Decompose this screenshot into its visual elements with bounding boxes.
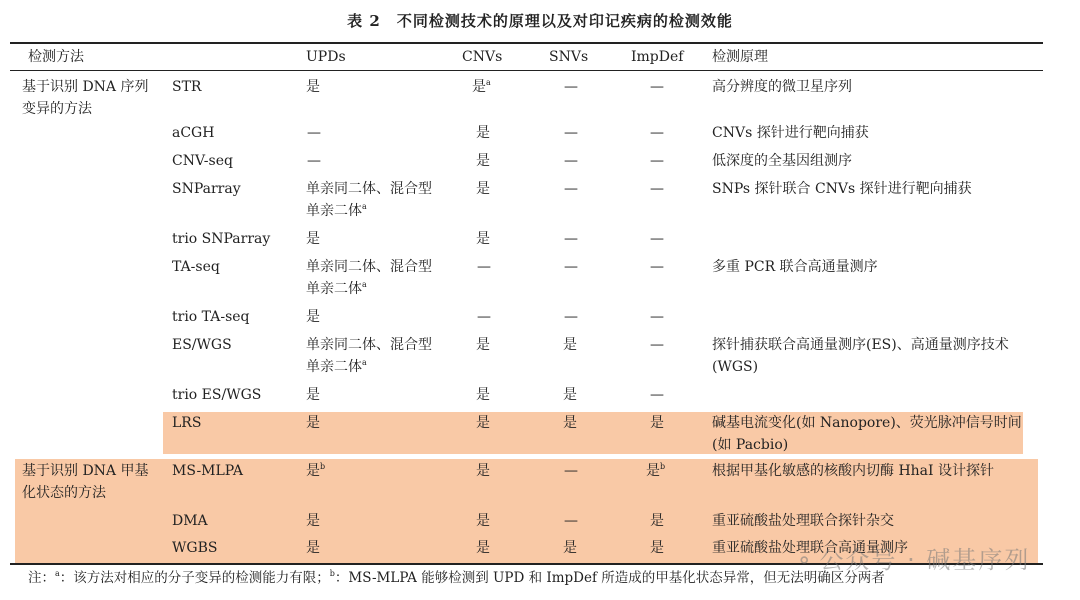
method-name: CNV-seq	[172, 153, 233, 169]
cnv-value: 是	[476, 181, 490, 197]
upd-value: 是	[306, 387, 320, 403]
method-name: WGBS	[172, 540, 218, 556]
cnv-value: 是	[476, 231, 490, 247]
upd-value: 单亲同二体、混合型单亲二体$^a$	[306, 181, 432, 219]
impdef-value: 是	[650, 415, 664, 431]
footnote-marker-a: a	[362, 358, 367, 367]
footnote-marker-a: a	[362, 280, 367, 289]
impdef-value: —	[650, 337, 664, 353]
principle-text: 重亚硫酸盐处理联合探针杂交	[712, 513, 894, 529]
footnote-marker-b: b	[660, 462, 666, 471]
principle-text: 低深度的全基因组测序	[712, 153, 852, 169]
method-name: STR	[172, 79, 202, 95]
method-name: aCGH	[172, 125, 215, 141]
impdef-value: —	[650, 79, 664, 95]
table-caption	[0, 10, 1080, 31]
snv-value: —	[564, 463, 578, 479]
principle-text: 多重 PCR 联合高通量测序	[712, 259, 878, 275]
principle-text: 探针捕获联合高通量测序(ES)、高通量测序技术(WGS)	[712, 337, 1009, 375]
method-name: SNParray	[172, 181, 241, 197]
top-rule	[10, 42, 1043, 44]
upd-value: 单亲同二体、混合型单亲二体$^a$	[306, 259, 432, 297]
snv-value: —	[564, 125, 578, 141]
header-upds: UPDs	[306, 49, 346, 65]
cnv-value: —	[477, 259, 491, 275]
principle-text: 高分辨度的微卫星序列	[712, 79, 852, 95]
cnv-value: 是	[476, 153, 490, 169]
upd-value: 是$^b$	[306, 462, 326, 479]
upd-value: 单亲同二体、混合型单亲二体$^a$	[306, 337, 432, 375]
method-name: TA-seq	[172, 259, 220, 275]
impdef-value: 是$^b$	[646, 462, 666, 479]
snv-value: —	[564, 181, 578, 197]
upd-value: 是	[306, 231, 320, 247]
method-name: trio SNParray	[172, 231, 271, 247]
header-cnvs: CNVs	[462, 49, 503, 65]
impdef-value: —	[650, 153, 664, 169]
principle-text: 碱基电流变化(如 Nanopore)、荧光脉冲信号时间(如 Pacbio)	[712, 415, 1022, 453]
cnv-value: 是	[476, 540, 490, 556]
footnote-marker-a: a	[486, 78, 491, 87]
table-title: 不同检测技术的原理以及对印记疾病的检测效能	[396, 12, 733, 30]
group-label-methylation: 基于识别 DNA 甲基化状态的方法	[22, 463, 149, 501]
footnote-marker-a: a	[362, 202, 367, 211]
upd-value: 是	[306, 79, 320, 95]
principle-text: SNPs 探针联合 CNVs 探针进行靶向捕获	[712, 181, 972, 197]
snv-value: 是	[563, 415, 577, 431]
cnv-value: 是	[476, 513, 490, 529]
footnote-marker-b: b	[320, 462, 326, 471]
snv-value: —	[564, 153, 578, 169]
method-name: ES/WGS	[172, 337, 232, 353]
impdef-value: 是	[650, 540, 664, 556]
method-name: LRS	[172, 415, 202, 431]
impdef-value: —	[650, 387, 664, 403]
method-name: DMA	[172, 513, 208, 529]
impdef-value: —	[650, 231, 664, 247]
header-impdef: ImpDef	[631, 49, 684, 65]
upd-value: —	[307, 125, 321, 141]
cnv-value: 是	[476, 125, 490, 141]
cnv-value: —	[477, 309, 491, 325]
cnv-value: 是$^a$	[472, 78, 491, 95]
cnv-value: 是	[476, 337, 490, 353]
upd-value: 是	[306, 309, 320, 325]
method-name: trio ES/WGS	[172, 387, 262, 403]
impdef-value: —	[650, 309, 664, 325]
upd-value: 是	[306, 513, 320, 529]
snv-value: —	[564, 309, 578, 325]
cnv-value: 是	[476, 463, 490, 479]
upd-value: 是	[306, 415, 320, 431]
impdef-value: 是	[650, 513, 664, 529]
snv-value: 是	[563, 387, 577, 403]
snv-value: —	[564, 513, 578, 529]
impdef-value: —	[650, 259, 664, 275]
group-label-sequence: 基于识别 DNA 序列变异的方法	[22, 79, 149, 117]
watermark: ⚬ 公众号 · 碱基序列	[795, 546, 1031, 574]
snv-value: —	[564, 79, 578, 95]
snv-value: —	[564, 231, 578, 247]
principle-text: CNVs 探针进行靶向捕获	[712, 125, 869, 141]
snv-value: 是	[563, 540, 577, 556]
header-principle: 检测原理	[712, 49, 768, 65]
snv-value: —	[564, 259, 578, 275]
method-name: MS-MLPA	[172, 463, 244, 479]
cnv-value: 是	[476, 387, 490, 403]
snv-value: 是	[563, 337, 577, 353]
upd-value: 是	[306, 540, 320, 556]
wechat-icon: ⚬	[795, 549, 816, 574]
upd-value: —	[307, 153, 321, 169]
principle-text: 根据甲基化敏感的核酸内切酶 HhaI 设计探针	[712, 463, 995, 479]
principle-text: 重亚硫酸盐处理联合高通量测序	[712, 540, 908, 556]
header-method: 检测方法	[28, 49, 84, 65]
table-footnote: 注：$^a$：该方法对相应的分子变异的检测能力有限；$^b$：MS-MLPA 能够检测到 UPD 和 ImpDef 所造成的甲基化状态异常，但无法明确区分两者	[28, 569, 885, 586]
impdef-value: —	[650, 125, 664, 141]
table-number: 表 2	[347, 12, 381, 30]
header-rule	[10, 70, 1043, 71]
cnv-value: 是	[476, 415, 490, 431]
header-snvs: SNVs	[549, 49, 589, 65]
impdef-value: —	[650, 181, 664, 197]
method-name: trio TA-seq	[172, 309, 250, 325]
